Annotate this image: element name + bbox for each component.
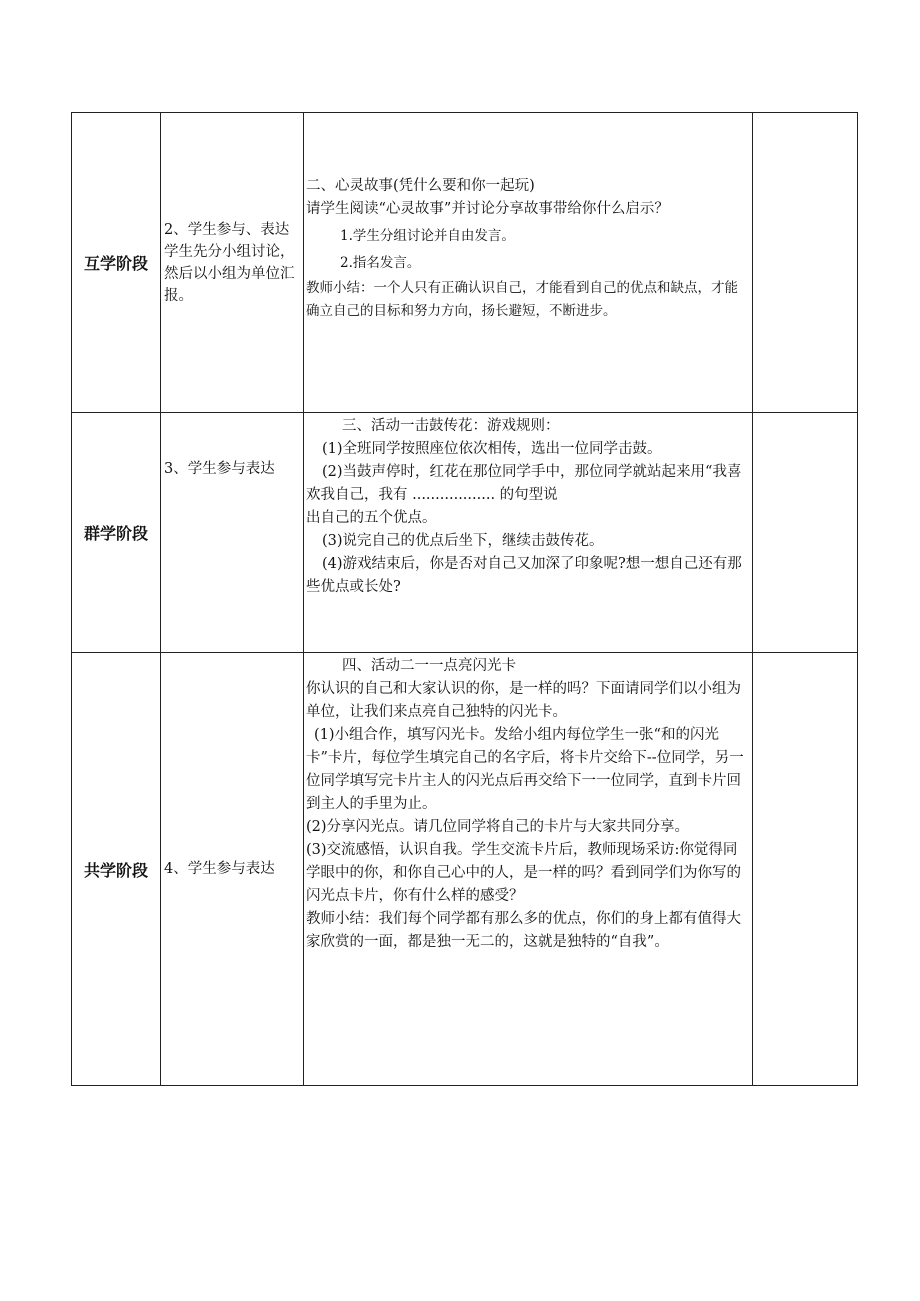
content-line: 1.学生分组讨论并自由发言。: [340, 228, 515, 244]
activity-cell: 3、学生参与表达: [161, 413, 304, 653]
empty-cell: [753, 413, 858, 653]
content-cell: [304, 113, 753, 413]
stage-cell: 互学阶段: [72, 113, 161, 413]
teacher-summary: 教师小结：一个人只有正确认识自己，才能看到自己的优点和缺点，才能确立自己的目标和努力方向，扬长避短，不断进步。: [306, 280, 738, 319]
stage-cell: 群学阶段: [72, 413, 161, 653]
table-row: [72, 113, 858, 413]
content-cell: [304, 653, 753, 1086]
content-line: (1)全班同学按照座位依次相传，选出一位同学击鼓。: [322, 441, 662, 457]
empty-cell: [753, 653, 858, 1086]
teacher-summary: 教师小结：我们每个同学都有那么多的优点，你们的身上都有值得大家欣赏的一面，都是独一无二的，这就是独特的“自我”。: [306, 911, 741, 950]
stage-cell: 共学阶段: [72, 653, 161, 1086]
activity-cell: 4、学生参与表达: [161, 653, 304, 1086]
content-line: (2)分享闪光点。请几位同学将自己的卡片与大家共同分享。: [306, 819, 690, 835]
section-title: 四、活动二一一点亮闪光卡: [342, 658, 516, 674]
content-line: (1)小组合作，填写闪光卡。发给小组内每位学生一张“和的闪光卡”卡片，每位学生填完自己的名字后，将卡片交给下--位同学，另一位同学填写完卡片主人的闪光点后再交给下一一位同学，直到卡片回到主人的手里为止。: [306, 727, 744, 812]
content-line: (4)游戏结束后，你是否对自己又加深了印象呢?想一想自己还有那些优点或长处?: [306, 556, 742, 595]
section-title: 二、心灵故事(凭什么要和你一起玩): [306, 178, 535, 194]
content-line: 你认识的自己和大家认识的你，是一样的吗？下面请同学们以小组为单位，让我们来点亮自己独特的闪光卡。: [306, 681, 741, 720]
section-title: 三、活动一击鼓传花：游戏规则：: [342, 418, 560, 434]
table-row: [72, 653, 858, 1086]
content-line: (3)交流感悟，认识自我。学生交流卡片后，教师现场采访:你觉得同学眼中的你，和你自己心中的人，是一样的吗？看到同学们为你写的闪光点卡片，你有什么样的感受？: [306, 842, 741, 904]
table-row: [72, 413, 858, 653]
content-line: 2.指名发言。: [340, 255, 421, 271]
content-line: (2)当鼓声停时，红花在那位同学手中，那位同学就站起来用“我喜欢我自己，我有 .................. 的句型说: [306, 464, 742, 503]
activity-cell: 2、学生参与、表达学生先分小组讨论，然后以小组为单位汇报。: [161, 113, 304, 413]
empty-cell: [753, 113, 858, 413]
content-line: 请学生阅读“心灵故事”并讨论分享故事带给你什么启示？: [306, 201, 669, 217]
content-line: 出自己的五个优点。: [306, 510, 437, 526]
content-line: (3)说完自己的优点后坐下，继续击鼓传花。: [322, 533, 604, 549]
lesson-plan-table: [71, 112, 858, 1086]
content-cell: [304, 413, 753, 653]
